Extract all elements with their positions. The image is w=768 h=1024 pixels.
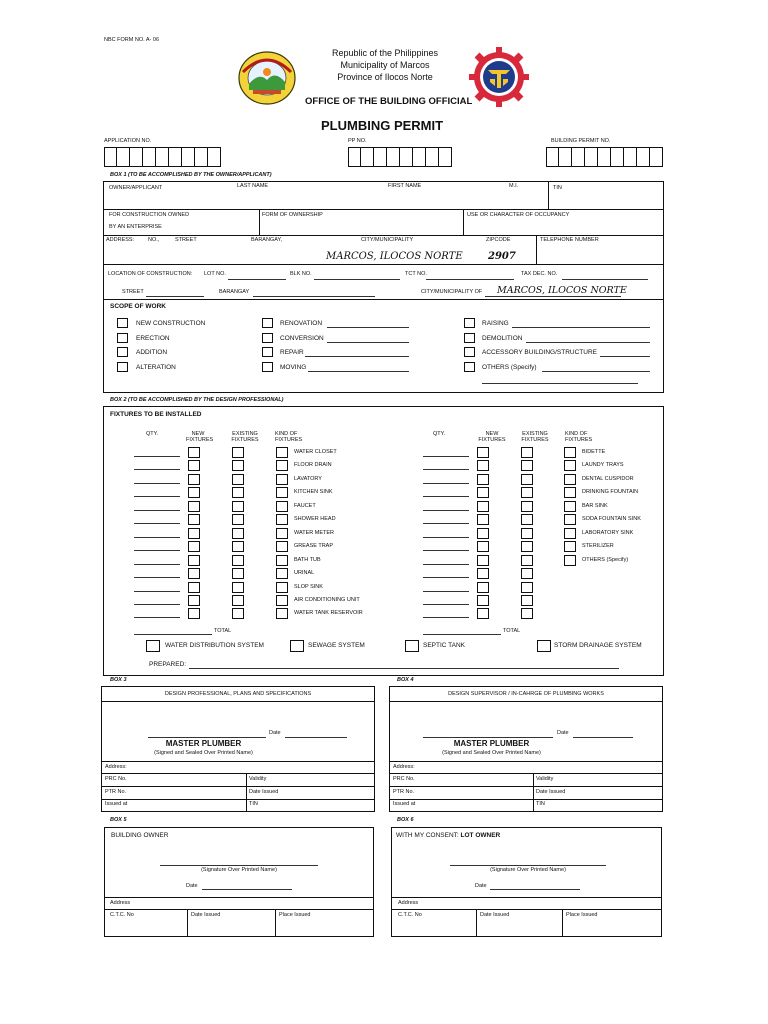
existing-fixture-checkbox[interactable]	[521, 541, 533, 552]
scope-item-label: CONVERSION	[280, 335, 324, 342]
address-street-label: STREET	[175, 237, 197, 243]
existing-fixture-checkbox[interactable]	[521, 501, 533, 512]
septic-tank-checkbox[interactable]	[405, 640, 419, 652]
fixture-kind-label: WATER TANK RESERVOIR	[294, 610, 363, 617]
fixture-kind-checkbox[interactable]	[276, 608, 288, 619]
new-fixture-checkbox[interactable]	[188, 460, 200, 471]
box3-heading: DESIGN PROFESSIONAL, PLANS AND SPECIFICATIONS	[164, 691, 312, 697]
existing-fixture-checkbox[interactable]	[232, 447, 244, 458]
box3-master-plumber: MASTER PLUMBER	[165, 739, 242, 748]
header-line: FIXTURES	[186, 437, 214, 443]
fixture-qty-field[interactable]	[134, 604, 180, 605]
box6-heading-bold: LOT OWNER	[460, 832, 501, 839]
box6-place-issued-label: Place Issued	[566, 912, 598, 918]
fixture-kind-checkbox[interactable]	[564, 487, 576, 498]
new-fixture-checkbox[interactable]	[477, 608, 489, 619]
existing-fixture-checkbox[interactable]	[232, 460, 244, 471]
box6	[391, 827, 662, 937]
fixture-qty-field[interactable]	[423, 564, 469, 565]
fixture-qty-field[interactable]	[134, 550, 180, 551]
repair-checkbox[interactable]	[262, 347, 273, 357]
fixture-kind-label: BAR SINK	[582, 502, 608, 509]
page-title: PLUMBING PERMIT	[321, 118, 444, 133]
fixture-kind-label: SHOWER HEAD	[294, 516, 336, 523]
box5-place-issued-label: Place Issued	[279, 912, 311, 918]
by-enterprise-label: BY AN ENTERPRISE	[109, 224, 162, 230]
conversion-checkbox[interactable]	[262, 333, 273, 343]
telephone-label: TELEPHONE NUMBER	[540, 237, 599, 243]
existing-fixture-checkbox[interactable]	[232, 528, 244, 539]
new-fixture-checkbox[interactable]	[188, 487, 200, 498]
existing-fixture-checkbox[interactable]	[521, 595, 533, 606]
prepared-label: PREPARED:	[149, 661, 187, 668]
existing-fixture-checkbox[interactable]	[521, 487, 533, 498]
qty-header: QTY.	[146, 431, 159, 437]
existing-fixture-checkbox[interactable]	[521, 474, 533, 485]
box6-label: BOX 6	[397, 817, 414, 823]
header-line: KIND OF	[565, 431, 588, 437]
new-fixture-checkbox[interactable]	[477, 487, 489, 498]
fixture-qty-field[interactable]	[134, 617, 180, 618]
fixture-kind-checkbox[interactable]	[564, 555, 576, 566]
owner-applicant-label: OWNER/APPLICANT	[109, 185, 163, 191]
tct-no-label: TCT NO.	[405, 271, 427, 277]
fixture-kind-checkbox[interactable]	[276, 460, 288, 471]
existing-fixture-checkbox[interactable]	[521, 555, 533, 566]
box1-label: BOX 1 (TO BE ACCOMPLISHED BY THE OWNER/APPLICANT)	[110, 172, 272, 178]
tin-label: TIN	[553, 185, 562, 191]
location-street-label: STREET	[122, 289, 144, 295]
box4-ptr-label: PTR No.	[393, 789, 415, 795]
box4-master-plumber: MASTER PLUMBER	[453, 739, 530, 748]
existing-fixture-checkbox[interactable]	[521, 460, 533, 471]
first-name-label: FIRST NAME	[388, 183, 422, 189]
fixture-kind-checkbox[interactable]	[276, 555, 288, 566]
box4-heading: DESIGN SUPERVISOR / IN-CAHRGE OF PLUMBING WORKS	[448, 691, 604, 697]
erection-checkbox[interactable]	[117, 333, 128, 343]
scope-item-label: REPAIR	[280, 349, 304, 356]
municipal-seal-icon	[237, 50, 297, 106]
box3-signature-note: (Signed and Sealed Over Printed Name)	[154, 750, 253, 756]
box4-address-label: Address:	[393, 764, 415, 770]
renovation-checkbox[interactable]	[262, 318, 273, 328]
box5-heading: BUILDING OWNER	[111, 832, 169, 839]
water-distribution-checkbox[interactable]	[146, 640, 160, 652]
new-fixture-checkbox[interactable]	[477, 528, 489, 539]
location-city-value[interactable]: MARCOS, ILOCOS NORTE	[497, 285, 627, 296]
box5-label: BOX 5	[110, 817, 127, 823]
header-line: FIXTURES	[521, 437, 549, 443]
fixture-kind-label: SLOP SINK	[294, 583, 323, 590]
system-label: STORM DRAINAGE SYSTEM	[554, 642, 642, 649]
new-fixture-checkbox[interactable]	[188, 474, 200, 485]
new-fixture-checkbox[interactable]	[188, 568, 200, 579]
box6-date-issued-label: Date Issued	[480, 912, 510, 918]
fixture-qty-field[interactable]	[423, 456, 469, 457]
scope-item-label: NEW CONSTRUCTION	[136, 320, 206, 327]
scope-item-label: DEMOLITION	[482, 335, 523, 342]
box4	[389, 686, 663, 812]
address-no-label: NO.,	[148, 237, 160, 243]
fixture-kind-label: URINAL	[294, 570, 315, 577]
fixture-kind-label: BATH TUB	[294, 556, 321, 563]
fixture-kind-checkbox[interactable]	[564, 474, 576, 485]
new-fixture-checkbox[interactable]	[477, 514, 489, 525]
tax-dec-label: TAX DEC. NO.	[521, 271, 558, 277]
fixture-kind-checkbox[interactable]	[276, 528, 288, 539]
box3	[101, 686, 375, 812]
new-fixture-checkbox[interactable]	[477, 595, 489, 606]
existing-fixtures-header	[230, 431, 260, 443]
office-heading: OFFICE OF THE BUILDING OFFICIAL	[305, 96, 473, 107]
fixture-kind-label: WATER METER	[294, 529, 335, 536]
box4-label: BOX 4	[397, 677, 414, 683]
existing-fixture-checkbox[interactable]	[232, 608, 244, 619]
new-fixtures-header	[186, 431, 214, 443]
fixture-kind-checkbox[interactable]	[276, 474, 288, 485]
fixture-kind-label: DRINKING FOUNTAIN	[582, 489, 639, 496]
application-no-label: APPLICATION NO.	[104, 138, 152, 144]
fixture-qty-field[interactable]	[423, 537, 469, 538]
fixture-qty-field[interactable]	[134, 523, 180, 524]
scope-item-label: MOVING	[280, 364, 307, 371]
box6-signature-note: (Signature Over Printed Name)	[490, 867, 566, 873]
header-line: NEW	[485, 431, 499, 437]
application-no-field[interactable]	[104, 147, 221, 167]
kind-of-fixtures-header	[565, 431, 592, 443]
box4-issued-at-label: Issued at	[393, 801, 416, 807]
fixture-qty-field[interactable]	[423, 510, 469, 511]
new-fixture-checkbox[interactable]	[477, 474, 489, 485]
scope-item-label: ACCESSORY BUILDING/STRUCTURE	[482, 349, 597, 356]
fixture-kind-label: SODA FOUNTAIN SINK	[582, 516, 641, 523]
box6-date-label: Date	[475, 883, 487, 889]
form-number: NBC FORM NO. A- 06	[104, 37, 160, 43]
scope-item-label: ERECTION	[136, 335, 170, 342]
box6-ctc-label: C.T.C. No	[398, 912, 422, 918]
fixture-kind-label: BIDETTE	[582, 449, 606, 455]
lot-no-label: LOT NO.	[204, 271, 226, 277]
dpwh-gear-seal-icon	[468, 46, 530, 108]
fixture-qty-field[interactable]	[423, 523, 469, 524]
location-label: LOCATION OF CONSTRUCTION:	[108, 271, 193, 277]
existing-fixture-checkbox[interactable]	[521, 528, 533, 539]
existing-fixture-checkbox[interactable]	[232, 555, 244, 566]
box5-date-label: Date	[186, 883, 198, 889]
new-fixture-checkbox[interactable]	[188, 595, 200, 606]
new-fixture-checkbox[interactable]	[188, 608, 200, 619]
total-label: TOTAL	[503, 628, 521, 634]
scope-item-label: ALTERATION	[136, 364, 176, 371]
address-barangay-label: BARANGAY,	[251, 237, 282, 243]
fixture-qty-field[interactable]	[423, 496, 469, 497]
box4-validity-label: Validity	[536, 776, 554, 782]
new-construction-checkbox[interactable]	[117, 318, 128, 328]
box3-tin-label: TIN	[249, 801, 258, 807]
box3-prc-label: PRC No.	[105, 776, 127, 782]
box4-date-label: Date	[557, 730, 569, 736]
fixtures-heading: FIXTURES TO BE INSTALLED	[110, 411, 202, 418]
scope-heading: SCOPE OF WORK	[110, 303, 166, 310]
box6-heading	[396, 832, 500, 839]
municipality-line: Municipality of Marcos	[340, 60, 430, 70]
box4-date-issued-label: Date Issued	[536, 789, 566, 795]
fixture-kind-label: STERILIZER	[582, 543, 614, 550]
fixture-kind-checkbox[interactable]	[564, 460, 576, 471]
box3-label: BOX 3	[110, 677, 127, 683]
existing-fixture-checkbox[interactable]	[521, 608, 533, 619]
header-line: NEW	[191, 431, 205, 437]
fixture-kind-checkbox[interactable]	[276, 447, 288, 458]
fixture-kind-label: KITCHEN SINK	[294, 489, 333, 496]
pp-no-field[interactable]	[348, 147, 452, 167]
box4-prc-label: PRC No.	[393, 776, 415, 782]
existing-fixtures-header	[519, 431, 551, 443]
fixture-qty-field[interactable]	[134, 537, 180, 538]
box5-address-label: Address	[110, 900, 131, 906]
new-fixtures-header	[475, 431, 509, 443]
last-name-label: LAST NAME	[237, 183, 269, 189]
city-value[interactable]: MARCOS, ILOCOS NORTE	[326, 251, 463, 262]
new-fixture-checkbox[interactable]	[477, 501, 489, 512]
fixture-qty-field[interactable]	[423, 483, 469, 484]
header-line: FIXTURES	[565, 437, 593, 443]
box5-signature-note: (Signature Over Printed Name)	[201, 867, 277, 873]
fixture-qty-field[interactable]	[134, 577, 180, 578]
storm-drainage-checkbox[interactable]	[537, 640, 551, 652]
fixture-qty-field[interactable]	[134, 510, 180, 511]
fixture-kind-checkbox[interactable]	[276, 514, 288, 525]
fixture-qty-field[interactable]	[134, 591, 180, 592]
new-fixture-checkbox[interactable]	[188, 582, 200, 593]
fixture-qty-field[interactable]	[423, 469, 469, 470]
zipcode-value[interactable]: 2907	[488, 251, 516, 262]
box5-ctc-label: C.T.C. No	[110, 912, 134, 918]
fixture-kind-checkbox[interactable]	[276, 595, 288, 606]
new-fixture-checkbox[interactable]	[477, 555, 489, 566]
existing-fixture-checkbox[interactable]	[521, 582, 533, 593]
others-checkbox[interactable]	[464, 362, 475, 372]
use-of-occupancy-label: USE OR CHARACTER OF OCCUPANCY	[467, 212, 570, 218]
system-label: SEWAGE SYSTEM	[308, 642, 365, 649]
province-line: Province of Ilocos Norte	[337, 72, 433, 82]
fixture-qty-field[interactable]	[423, 577, 469, 578]
fixture-qty-field[interactable]	[423, 604, 469, 605]
fixture-kind-label: LAVATORY	[294, 475, 322, 482]
form-of-ownership-label: FORM OF OWNERSHIP	[262, 212, 323, 218]
government-heading	[300, 47, 470, 83]
existing-fixture-checkbox[interactable]	[232, 568, 244, 579]
addition-checkbox[interactable]	[117, 347, 128, 357]
new-fixture-checkbox[interactable]	[188, 514, 200, 525]
zipcode-label: ZIPCODE	[486, 237, 511, 243]
fixture-kind-label: FAUCET	[294, 502, 316, 509]
new-fixture-checkbox[interactable]	[477, 582, 489, 593]
box4-tin-label: TIN	[536, 801, 545, 807]
box3-ptr-label: PTR No.	[105, 789, 127, 795]
fixture-kind-label: OTHERS (Specify)	[582, 556, 629, 563]
total-label: TOTAL	[214, 628, 232, 634]
box6-heading-prefix: WITH MY CONSENT:	[396, 832, 459, 839]
fixture-qty-field[interactable]	[423, 617, 469, 618]
qty-header: QTY.	[433, 431, 446, 437]
new-fixture-checkbox[interactable]	[477, 460, 489, 471]
new-fixture-checkbox[interactable]	[477, 541, 489, 552]
fixture-qty-field[interactable]	[134, 483, 180, 484]
scope-item-label: RAISING	[482, 320, 509, 327]
address-city-label: CITY/MUNICIPALITY	[361, 237, 414, 243]
fixture-kind-checkbox[interactable]	[276, 568, 288, 579]
new-fixture-checkbox[interactable]	[188, 541, 200, 552]
header-line: FIXTURES	[231, 437, 259, 443]
fixture-kind-checkbox[interactable]	[276, 541, 288, 552]
scope-item-label: OTHERS (Specify)	[482, 364, 537, 371]
new-fixture-checkbox[interactable]	[477, 447, 489, 458]
kind-of-fixtures-header	[275, 431, 302, 443]
new-fixture-checkbox[interactable]	[188, 555, 200, 566]
new-fixture-checkbox[interactable]	[188, 501, 200, 512]
building-permit-no-label: BUILDING PERMIT NO.	[551, 138, 611, 144]
fixture-kind-label: LABORATORY SINK	[582, 529, 634, 536]
fixture-qty-field[interactable]	[423, 591, 469, 592]
box3-issued-at-label: Issued at	[105, 801, 128, 807]
sewage-system-checkbox[interactable]	[290, 640, 304, 652]
existing-fixture-checkbox[interactable]	[232, 501, 244, 512]
for-construction-label: FOR CONSTRUCTION OWNED	[109, 212, 190, 218]
existing-fixture-checkbox[interactable]	[521, 568, 533, 579]
fixture-qty-field[interactable]	[134, 456, 180, 457]
fixture-qty-field[interactable]	[134, 469, 180, 470]
header-line: FIXTURES	[275, 437, 303, 443]
republic-line: Republic of the Philippines	[331, 48, 439, 58]
header-line: EXISTING	[522, 431, 548, 437]
fixture-qty-field[interactable]	[134, 564, 180, 565]
fixture-kind-label: WATER CLOSET	[294, 449, 337, 455]
box3-date-issued-label: Date Issued	[249, 789, 279, 795]
box5	[104, 827, 374, 937]
fixture-kind-checkbox[interactable]	[276, 487, 288, 498]
building-permit-no-field[interactable]	[546, 147, 663, 167]
box6-address-label: Address	[398, 900, 419, 906]
system-label: SEPTIC TANK	[423, 642, 466, 649]
fixture-kind-label: FLOOR DRAIN	[294, 462, 332, 469]
accessory-building-checkbox[interactable]	[464, 347, 475, 357]
fixture-kind-checkbox[interactable]	[564, 541, 576, 552]
fixture-qty-field[interactable]	[134, 496, 180, 497]
fixture-kind-label: DENTAL CUSPIDOR	[582, 475, 634, 482]
raising-checkbox[interactable]	[464, 318, 475, 328]
existing-fixture-checkbox[interactable]	[232, 582, 244, 593]
box3-address-label: Address:	[105, 764, 127, 770]
box3-validity-label: Validity	[249, 776, 267, 782]
location-city-label: CITY/MUNICIPALITY OF	[421, 289, 483, 295]
pp-no-label: PP NO.	[348, 138, 367, 144]
blk-no-label: BLK NO.	[290, 271, 312, 277]
existing-fixture-checkbox[interactable]	[232, 595, 244, 606]
fixture-kind-checkbox[interactable]	[564, 528, 576, 539]
fixture-kind-checkbox[interactable]	[564, 501, 576, 512]
fixture-kind-checkbox[interactable]	[564, 514, 576, 525]
existing-fixture-checkbox[interactable]	[232, 514, 244, 525]
new-fixture-checkbox[interactable]	[477, 568, 489, 579]
header-line: KIND OF	[275, 431, 298, 437]
moving-checkbox[interactable]	[262, 362, 273, 372]
existing-fixture-checkbox[interactable]	[232, 474, 244, 485]
location-barangay-label: BARANGAY	[219, 289, 250, 295]
existing-fixture-checkbox[interactable]	[232, 487, 244, 498]
existing-fixture-checkbox[interactable]	[232, 541, 244, 552]
header-line: EXISTING	[232, 431, 258, 437]
mi-label: M.I.	[509, 183, 519, 189]
address-label: ADDRESS:	[106, 237, 135, 243]
box5-date-issued-label: Date Issued	[191, 912, 221, 918]
existing-fixture-checkbox[interactable]	[521, 447, 533, 458]
fixture-kind-label: GREASE TRAP	[294, 543, 334, 550]
fixture-kind-label: AIR CONDITIONING UNIT	[294, 596, 360, 603]
scope-item-label: RENOVATION	[280, 320, 323, 327]
fixture-kind-checkbox[interactable]	[276, 501, 288, 512]
scope-item-label: ADDITION	[136, 349, 168, 356]
existing-fixture-checkbox[interactable]	[521, 514, 533, 525]
fixture-kind-label: LAUNDY TRAYS	[582, 462, 624, 469]
header-line: FIXTURES	[478, 437, 506, 443]
demolition-checkbox[interactable]	[464, 333, 475, 343]
fixture-kind-checkbox[interactable]	[276, 582, 288, 593]
system-label: WATER DISTRIBUTION SYSTEM	[165, 642, 264, 649]
fixture-qty-field[interactable]	[423, 550, 469, 551]
new-fixture-checkbox[interactable]	[188, 528, 200, 539]
alteration-checkbox[interactable]	[117, 362, 128, 372]
box4-signature-note: (Signed and Sealed Over Printed Name)	[442, 750, 541, 756]
box3-date-label: Date	[269, 730, 281, 736]
fixture-kind-checkbox[interactable]	[564, 447, 576, 458]
box2-label: BOX 2 (TO BE ACCOMPLISHED BY THE DESIGN PROFESSIONAL)	[110, 397, 284, 403]
new-fixture-checkbox[interactable]	[188, 447, 200, 458]
